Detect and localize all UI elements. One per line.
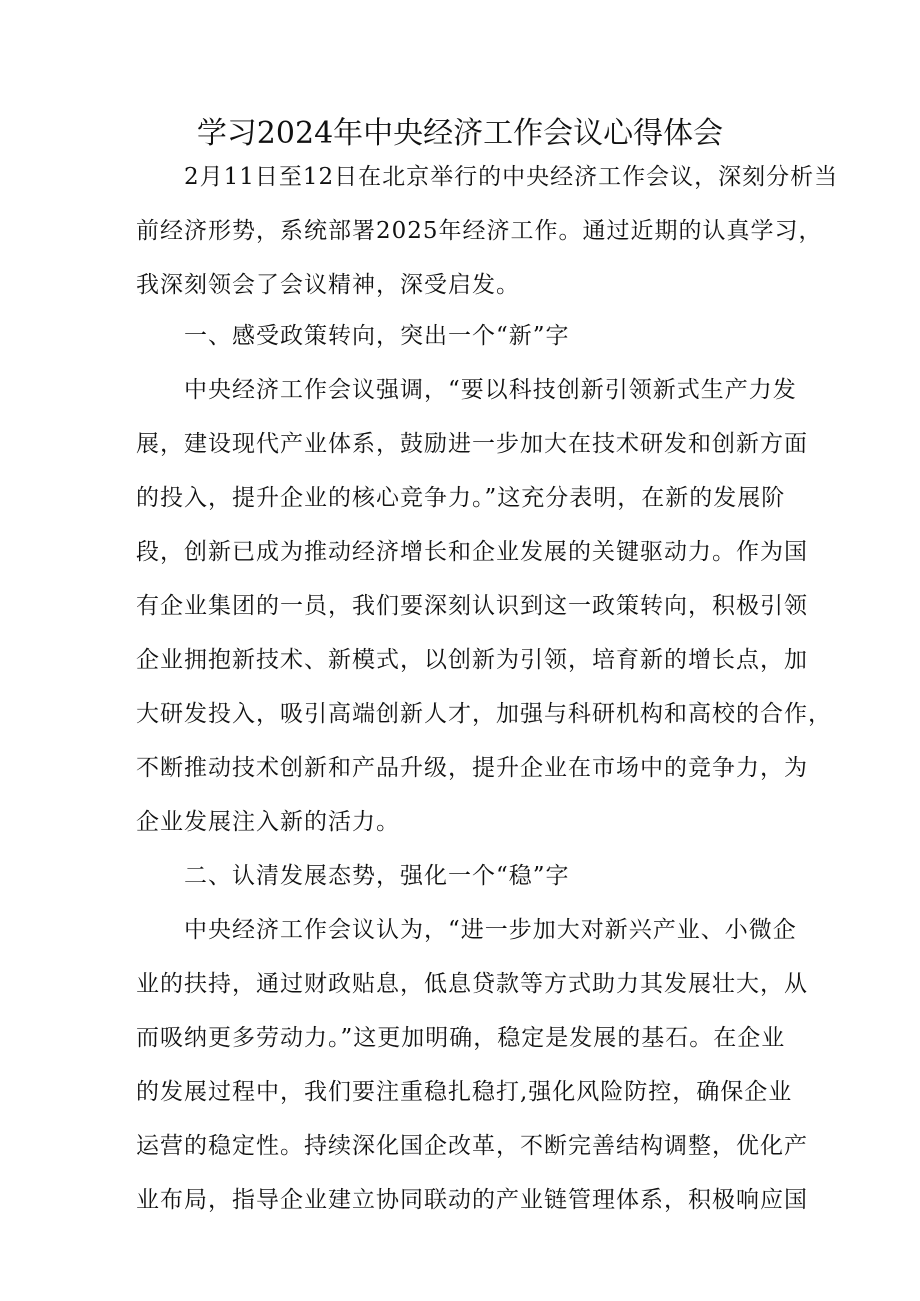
section-heading-2: 二、认清发展态势，强化一个“稳”字 xyxy=(184,863,570,889)
paragraph-line: 的投入，提升企业的核心竞争力。”这充分表明，在新的发展阶 xyxy=(136,485,786,511)
paragraph-line: 业布局，指导企业建立协同联动的产业链管理体系，积极响应国 xyxy=(136,1187,808,1213)
paragraph-line: 2月11日至12日在北京举行的中央经济工作会议，深刻分析当 xyxy=(184,164,839,190)
paragraph-line: 企业发展注入新的活力。 xyxy=(136,809,400,835)
document-title: 学习2024年中央经济工作会议心得体会 xyxy=(196,116,724,151)
paragraph-line: 大研发投入，吸引高端创新人才，加强与科研机构和高校的合作， xyxy=(136,701,832,727)
paragraph-line: 的发展过程中，我们要注重稳扎稳打,强化风险防控，确保企业 xyxy=(136,1079,793,1105)
paragraph-line: 业的扶持，通过财政贴息，低息贷款等方式助力其发展壮大，从 xyxy=(136,971,808,997)
paragraph-line: 中央经济工作会议认为，“进一步加大对新兴产业、小微企 xyxy=(184,917,797,943)
paragraph-line: 不断推动技术创新和产品升级，提升企业在市场中的竞争力，为 xyxy=(136,755,808,781)
paragraph-line: 企业拥抱新技术、新模式，以创新为引领，培育新的增长点，加 xyxy=(136,647,808,673)
paragraph-line: 前经济形势，系统部署2025年经济工作。通过近期的认真学习， xyxy=(136,218,823,244)
paragraph-line: 我深刻领会了会议精神，深受启发。 xyxy=(136,272,520,298)
paragraph-line: 展，建设现代产业体系，鼓励进一步加大在技术研发和创新方面 xyxy=(136,431,808,457)
paragraph-line: 中央经济工作会议强调，“要以科技创新引领新式生产力发 xyxy=(184,377,797,403)
paragraph-line: 运营的稳定性。持续深化国企改革，不断完善结构调整，优化产 xyxy=(136,1133,808,1159)
paragraph-line: 而吸纳更多劳动力。”这更加明确，稳定是发展的基石。在企业 xyxy=(136,1025,786,1051)
paragraph-line: 段，创新已成为推动经济增长和企业发展的关键驱动力。作为国 xyxy=(136,539,808,565)
section-heading-1: 一、感受政策转向，突出一个“新”字 xyxy=(184,323,570,349)
paragraph-line: 有企业集团的一员，我们要深刻认识到这一政策转向，积极引领 xyxy=(136,593,808,619)
